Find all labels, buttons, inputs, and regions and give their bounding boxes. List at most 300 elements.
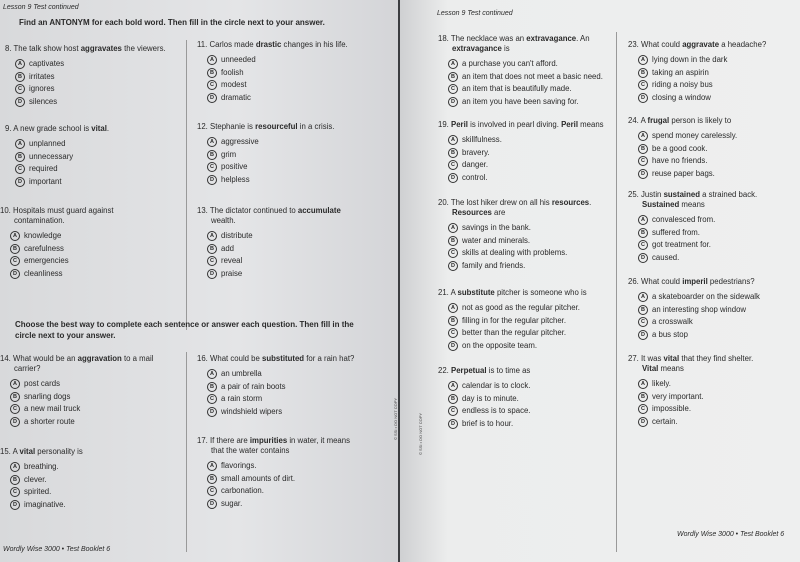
answer-bubble[interactable]: B <box>638 228 648 238</box>
answer-option[interactable] <box>448 172 604 185</box>
answer-option[interactable] <box>15 58 166 71</box>
answer-option-text: modest <box>221 80 247 89</box>
answer-option[interactable] <box>638 304 760 317</box>
answer-option-text: suffered from. <box>652 227 700 237</box>
stem-text: The talk show host <box>13 44 81 53</box>
answer-options <box>628 378 753 428</box>
answer-bubble[interactable]: D <box>15 97 25 107</box>
answer-option-text: a rain storm <box>221 394 263 403</box>
answer-bubble[interactable]: A <box>638 292 648 302</box>
answer-option[interactable] <box>448 327 587 340</box>
question-number: 10. <box>0 206 14 215</box>
stem-text: The lost hiker drew on all his <box>450 198 552 207</box>
answer-bubble[interactable]: C <box>448 248 458 258</box>
answer-option[interactable] <box>207 460 350 473</box>
answer-bubble[interactable]: C <box>10 404 20 414</box>
question-stem <box>0 206 114 216</box>
answer-option[interactable] <box>638 378 753 391</box>
answer-option[interactable] <box>15 71 166 84</box>
answer-option[interactable] <box>207 174 334 187</box>
answer-bubble[interactable]: C <box>638 156 648 166</box>
answer-bubble[interactable]: D <box>10 269 20 279</box>
question-18 <box>438 34 603 108</box>
question-number: 12. <box>197 122 211 131</box>
answer-bubble[interactable]: A <box>638 55 648 65</box>
answer-option-text: unplanned <box>29 139 66 148</box>
answer-option[interactable] <box>638 416 753 429</box>
answer-option-text: endless is to space. <box>462 406 531 415</box>
answer-option[interactable] <box>448 83 603 96</box>
answer-bubble[interactable]: D <box>448 419 458 429</box>
answer-option[interactable] <box>10 403 153 416</box>
question-stem <box>197 436 350 446</box>
answer-option[interactable] <box>638 92 766 105</box>
answer-option[interactable] <box>638 168 737 181</box>
answer-bubble[interactable]: D <box>638 253 648 263</box>
answer-bubble[interactable]: C <box>207 256 217 266</box>
target-word: sustained <box>663 190 700 199</box>
stem-text: A <box>640 116 648 125</box>
question-stem-continued <box>628 364 753 374</box>
answer-option[interactable] <box>15 163 109 176</box>
answer-options <box>628 214 757 264</box>
question-stem <box>197 354 354 364</box>
answer-option-text: important <box>29 176 62 186</box>
answer-option[interactable] <box>10 474 83 487</box>
answer-bubble[interactable]: D <box>448 261 458 271</box>
answer-option[interactable] <box>207 473 350 486</box>
answer-bubble[interactable]: C <box>448 406 458 416</box>
stem-text: . An <box>576 34 590 43</box>
answer-option-text: a purchase you can't afford. <box>462 59 558 68</box>
target-word: Vital <box>642 364 659 373</box>
answer-option-text: be a good cook. <box>652 143 708 153</box>
answer-option-text: flavorings. <box>221 461 257 470</box>
answer-option[interactable] <box>207 54 348 67</box>
answer-option[interactable] <box>207 255 341 268</box>
answer-bubble[interactable]: B <box>207 474 217 484</box>
question-stem <box>0 354 153 364</box>
answer-option[interactable] <box>448 147 604 160</box>
answer-option[interactable] <box>10 499 83 512</box>
question-stem-continued <box>628 200 757 210</box>
answer-bubble[interactable]: A <box>448 303 458 313</box>
answer-option-text: cleanliness <box>24 268 63 278</box>
question-stem-continued <box>0 364 153 374</box>
answer-bubble[interactable]: A <box>207 369 217 379</box>
question-9 <box>5 124 109 188</box>
answer-option[interactable] <box>10 230 114 243</box>
answer-option[interactable] <box>207 136 334 149</box>
answer-bubble[interactable]: D <box>15 177 25 187</box>
answer-option-text: an item that is beautifully made. <box>462 84 572 93</box>
question-number: 18. <box>438 34 451 43</box>
stem-text: to a mail <box>121 354 154 363</box>
answer-option[interactable] <box>448 393 530 406</box>
target-word: Peril <box>451 120 468 129</box>
answer-option[interactable] <box>207 368 354 381</box>
stem-text: that the water contains <box>211 446 290 455</box>
answer-option[interactable] <box>448 405 530 418</box>
question-number: 11. <box>197 40 210 49</box>
answer-option[interactable] <box>638 252 757 265</box>
answer-option-text: an interesting shop window <box>652 304 747 314</box>
answer-option-text: clever. <box>24 474 47 484</box>
answer-bubble[interactable]: C <box>207 394 217 404</box>
question-stem <box>438 198 591 208</box>
answer-option-text: sugar. <box>221 498 243 508</box>
answer-bubble[interactable]: D <box>448 97 458 107</box>
answer-option[interactable] <box>448 247 591 260</box>
question-stem <box>628 40 766 50</box>
target-word: Resources <box>452 208 492 217</box>
answer-option[interactable] <box>638 291 760 304</box>
answer-option[interactable] <box>15 151 109 164</box>
question-stem <box>5 44 166 54</box>
answer-option[interactable] <box>207 230 341 243</box>
answer-option[interactable] <box>207 161 334 174</box>
answer-bubble[interactable]: C <box>15 84 25 94</box>
answer-option[interactable] <box>638 130 737 143</box>
target-word: resources <box>551 198 590 207</box>
answer-options <box>5 58 166 108</box>
answer-options <box>5 138 109 188</box>
answer-option[interactable] <box>207 79 348 92</box>
stem-text: pedestrians? <box>707 277 755 286</box>
question-stem <box>438 120 604 130</box>
answer-bubble[interactable]: D <box>207 175 217 185</box>
page-header: Lesson 9 Test continued <box>3 4 79 11</box>
answer-bubble[interactable]: A <box>10 379 20 389</box>
answer-option[interactable] <box>638 155 737 168</box>
answer-option[interactable] <box>15 138 109 151</box>
stem-text: that they find shelter. <box>679 354 754 363</box>
answer-bubble[interactable]: C <box>10 256 20 266</box>
stem-text: . <box>106 124 110 133</box>
answer-bubble[interactable]: B <box>448 394 458 404</box>
question-number: 23. <box>628 40 642 49</box>
answer-bubble[interactable]: D <box>10 500 20 510</box>
target-word: vital <box>91 124 107 133</box>
answer-bubble[interactable]: A <box>448 223 458 233</box>
answer-options <box>197 230 341 280</box>
answer-bubble[interactable]: C <box>10 487 20 497</box>
page-footer: Wordly Wise 3000 • Test Booklet 6 <box>3 546 111 553</box>
stem-text: wealth. <box>211 216 236 225</box>
answer-option[interactable] <box>207 92 348 105</box>
question-number: 20. <box>438 198 451 207</box>
answer-bubble[interactable]: A <box>207 137 217 147</box>
answer-option[interactable] <box>10 268 114 281</box>
answer-bubble[interactable]: D <box>10 417 20 427</box>
answer-bubble[interactable]: C <box>638 317 648 327</box>
answer-option-text: very important. <box>652 391 704 401</box>
answer-bubble[interactable]: A <box>638 215 648 225</box>
answer-option-text: closing a window <box>652 92 711 102</box>
question-number: 13. <box>197 206 210 215</box>
instructions-antonym: Find an ANTONYM for each bold word. Then fill in the circle next to your answer. <box>19 18 325 27</box>
answer-option-text: add <box>221 243 235 253</box>
question-number: 22. <box>438 366 452 375</box>
target-word: extravagance <box>452 44 502 53</box>
answer-bubble[interactable]: B <box>207 244 217 254</box>
target-word: vital <box>663 354 680 363</box>
question-14 <box>0 354 153 428</box>
answer-option[interactable] <box>448 380 530 393</box>
question-stem <box>628 354 753 364</box>
answer-option[interactable] <box>15 176 109 189</box>
stem-text: means <box>578 120 604 129</box>
answer-option[interactable] <box>448 235 591 248</box>
answer-option[interactable] <box>10 461 83 474</box>
answer-bubble[interactable]: D <box>638 169 648 179</box>
answer-option[interactable] <box>448 71 603 84</box>
target-word: Peril <box>561 120 579 129</box>
answer-option-text: control. <box>462 172 488 182</box>
answer-options <box>438 222 591 272</box>
column-divider <box>186 40 187 330</box>
answer-option-text: unneeded <box>221 55 256 64</box>
answer-bubble[interactable]: D <box>207 499 217 509</box>
answer-option[interactable] <box>207 485 350 498</box>
stem-text: What could <box>641 40 683 49</box>
answer-bubble[interactable]: D <box>638 93 648 103</box>
answer-option[interactable] <box>448 340 587 353</box>
stem-text: What would be an <box>13 354 78 363</box>
answer-bubble[interactable]: A <box>448 135 458 145</box>
answer-bubble[interactable]: A <box>207 231 217 241</box>
answer-options <box>197 368 354 418</box>
answer-option[interactable] <box>638 143 737 156</box>
answer-option[interactable] <box>207 498 350 511</box>
answer-bubble[interactable]: B <box>448 148 458 158</box>
answer-option-text: a shorter route <box>24 416 75 426</box>
answer-bubble[interactable]: B <box>638 68 648 78</box>
answer-bubble[interactable]: C <box>638 404 648 414</box>
answer-option[interactable] <box>638 79 766 92</box>
answer-option-text: not as good as the regular pitcher. <box>462 303 580 312</box>
answer-option-text: calendar is to clock. <box>462 381 531 390</box>
answer-option-text: impossible. <box>652 404 691 413</box>
answer-option[interactable] <box>448 302 587 315</box>
question-20 <box>438 198 591 272</box>
answer-option[interactable] <box>10 391 153 404</box>
question-stem <box>197 40 348 50</box>
answer-bubble[interactable]: A <box>638 379 648 389</box>
answer-option-text: a bus stop <box>652 329 688 339</box>
question-number: 8. <box>5 44 14 53</box>
answer-option[interactable] <box>207 393 354 406</box>
answer-bubble[interactable]: A <box>15 59 25 69</box>
stem-text: Justin <box>641 190 664 199</box>
answer-bubble[interactable]: C <box>448 160 458 170</box>
question-15 <box>0 447 83 511</box>
stem-text: means <box>679 200 705 209</box>
answer-bubble[interactable]: A <box>207 55 217 65</box>
question-stem <box>197 206 341 216</box>
answer-option-text: positive <box>221 162 248 171</box>
answer-bubble[interactable]: A <box>15 139 25 149</box>
answer-option-text: skillfulness. <box>462 135 502 144</box>
answer-bubble[interactable]: A <box>448 381 458 391</box>
answer-options <box>0 378 153 428</box>
target-word: aggravate <box>682 40 720 49</box>
answer-option-text: better than the regular pitcher. <box>462 328 567 337</box>
answer-bubble[interactable]: D <box>207 93 217 103</box>
answer-bubble[interactable]: B <box>448 72 458 82</box>
copyright-notice-2: © SSI • DO NOT COPY <box>418 412 423 455</box>
question-16 <box>197 354 354 418</box>
target-word: drastic <box>255 40 282 49</box>
answer-option[interactable] <box>448 418 530 431</box>
answer-option[interactable] <box>638 214 757 227</box>
answer-option[interactable] <box>10 378 153 391</box>
answer-option[interactable] <box>15 83 166 96</box>
answer-option[interactable] <box>207 149 334 162</box>
answer-option[interactable] <box>448 159 604 172</box>
answer-option[interactable] <box>448 315 587 328</box>
answer-option[interactable] <box>207 381 354 394</box>
question-number: 14. <box>0 354 14 363</box>
question-26 <box>628 277 760 341</box>
question-stem <box>628 190 757 200</box>
answer-bubble[interactable]: B <box>15 152 25 162</box>
answer-option-text: a new mail truck <box>24 404 81 413</box>
answer-option[interactable] <box>207 67 348 80</box>
question-27 <box>628 354 753 428</box>
answer-bubble[interactable]: C <box>638 240 648 250</box>
answer-bubble[interactable]: B <box>638 305 648 315</box>
question-stem <box>438 34 603 44</box>
answer-option[interactable] <box>10 416 153 429</box>
answer-option-text: post cards <box>24 379 60 388</box>
question-number: 21. <box>438 288 451 297</box>
answer-option-text: a skateboarder on the sidewalk <box>652 292 760 301</box>
question-stem <box>5 124 109 134</box>
answer-bubble[interactable]: C <box>15 164 25 174</box>
answer-option[interactable] <box>638 239 757 252</box>
answer-bubble[interactable]: B <box>638 144 648 154</box>
answer-option-text: spend money carelessly. <box>652 131 738 140</box>
answer-bubble[interactable]: C <box>207 80 217 90</box>
answer-bubble[interactable]: B <box>207 68 217 78</box>
answer-bubble[interactable]: B <box>448 316 458 326</box>
answer-option-text: danger. <box>462 160 489 169</box>
question-number: 26. <box>628 277 642 286</box>
answer-bubble[interactable]: B <box>638 392 648 402</box>
answer-option[interactable] <box>207 406 354 419</box>
answer-option-text: reuse paper bags. <box>652 168 715 178</box>
target-word: accumulate <box>297 206 341 215</box>
question-21 <box>438 288 587 352</box>
answer-bubble[interactable]: A <box>10 462 20 472</box>
answer-option-text: praise <box>221 268 243 278</box>
answer-option-text: carefulness <box>24 243 64 253</box>
answer-option[interactable] <box>638 316 760 329</box>
answer-bubble[interactable]: B <box>448 236 458 246</box>
answer-option[interactable] <box>638 329 760 342</box>
answer-option-text: irritates <box>29 71 55 81</box>
answer-bubble[interactable]: D <box>448 341 458 351</box>
answer-options <box>628 54 766 104</box>
answer-option[interactable] <box>638 391 753 404</box>
answer-bubble[interactable]: B <box>207 382 217 392</box>
answer-options <box>628 291 760 341</box>
answer-option-text: silences <box>29 96 58 106</box>
answer-bubble[interactable]: C <box>207 162 217 172</box>
stem-text: pitcher is someone who is <box>494 288 587 297</box>
question-stem <box>197 122 334 132</box>
answer-option[interactable] <box>207 268 341 281</box>
answer-option[interactable] <box>638 54 766 67</box>
answer-option-text: convalesced from. <box>652 215 716 224</box>
question-25 <box>628 190 757 264</box>
answer-bubble[interactable]: A <box>10 231 20 241</box>
answer-bubble[interactable]: D <box>448 173 458 183</box>
answer-option[interactable] <box>448 96 603 109</box>
answer-bubble[interactable]: B <box>207 150 217 160</box>
answer-option[interactable] <box>448 222 591 235</box>
answer-option-text: riding a noisy bus <box>652 80 713 89</box>
answer-option-text: an item that does not meet a basic need. <box>462 71 603 81</box>
answer-bubble[interactable]: B <box>10 392 20 402</box>
answer-bubble[interactable]: D <box>207 407 217 417</box>
target-word: resourceful <box>255 122 298 131</box>
answer-bubble[interactable]: C <box>638 80 648 90</box>
answer-option[interactable] <box>10 243 114 256</box>
page-footer: Wordly Wise 3000 • Test Booklet 6 <box>677 531 785 538</box>
stem-text: A new grade school is <box>13 124 92 133</box>
answer-options <box>0 461 83 511</box>
answer-bubble[interactable]: C <box>448 328 458 338</box>
answer-options <box>438 58 603 108</box>
stem-text: A <box>12 447 20 456</box>
answer-option[interactable] <box>638 403 753 416</box>
answer-option[interactable] <box>448 58 603 71</box>
answer-bubble[interactable]: C <box>448 84 458 94</box>
answer-option[interactable] <box>207 243 341 256</box>
target-word: substituted <box>262 354 305 363</box>
question-13 <box>197 206 341 280</box>
answer-bubble[interactable]: D <box>638 417 648 427</box>
question-24 <box>628 116 737 180</box>
question-number: 24. <box>628 116 641 125</box>
answer-bubble[interactable]: A <box>638 131 648 141</box>
answer-option[interactable] <box>15 96 166 109</box>
answer-option[interactable] <box>448 260 591 273</box>
answer-bubble[interactable]: A <box>207 461 217 471</box>
answer-option-text: day is to minute. <box>462 393 519 403</box>
answer-bubble[interactable]: B <box>10 244 20 254</box>
answer-option-text: taking an aspirin <box>652 67 709 77</box>
answer-option[interactable] <box>638 227 757 240</box>
answer-bubble[interactable]: B <box>10 475 20 485</box>
answer-bubble[interactable]: C <box>207 486 217 496</box>
stem-text: in a crisis. <box>297 122 335 131</box>
stem-text: a strained back. <box>699 190 758 199</box>
answer-option[interactable] <box>638 67 766 80</box>
answer-bubble[interactable]: B <box>15 72 25 82</box>
column-divider <box>616 32 617 552</box>
answer-bubble[interactable]: A <box>448 59 458 69</box>
answer-bubble[interactable]: D <box>207 269 217 279</box>
answer-option[interactable] <box>10 255 114 268</box>
answer-option[interactable] <box>448 134 604 147</box>
stem-text: What could <box>641 277 683 286</box>
answer-bubble[interactable]: D <box>638 330 648 340</box>
stem-text: contamination. <box>14 216 65 225</box>
answer-option[interactable] <box>10 486 83 499</box>
